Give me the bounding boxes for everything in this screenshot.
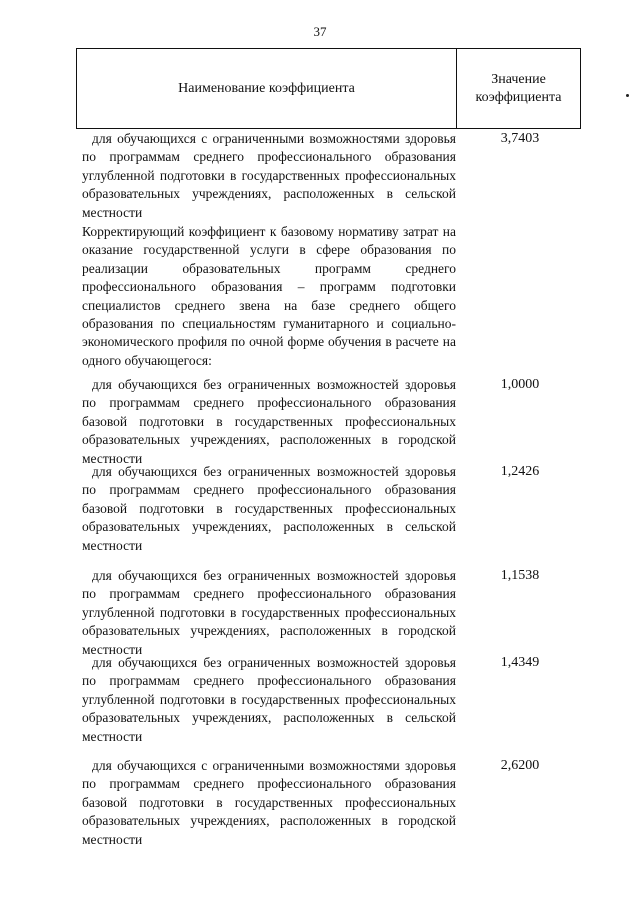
table-row-text: для обучающихся с ограниченными возможностями здоровья по программам среднего профессионального образования углубленной подготовки в государственных профессиональных образовательных учреждениях, расположенных в сельской местности xyxy=(82,131,456,220)
table-row-value: 1,2426 xyxy=(500,464,540,479)
header-coefficient-value: Значение коэффициента xyxy=(475,71,562,105)
table-row-text: для обучающихся без ограниченных возможностей здоровья по программам среднего профессионального образования базовой подготовки в государственных профессиональных образовательных учреждениях, расположенных в городской местности xyxy=(82,377,456,466)
stray-mark xyxy=(626,94,629,97)
page-number: 37 xyxy=(313,24,327,39)
table-row-text: для обучающихся без ограниченных возможностей здоровья по программам среднего профессионального образования углубленной подготовки в государственных профессиональных образовательных учреждениях, расположенных в сельской местности xyxy=(82,655,456,744)
table-row-text: для обучающихся без ограниченных возможностей здоровья по программам среднего профессионального образования углубленной подготовки в государственных профессиональных образовательных учреждениях, расположенных в городской местности xyxy=(82,568,456,657)
table-row-text: для обучающихся без ограниченных возможностей здоровья по программам среднего профессионального образования базовой подготовки в государственных профессиональных образовательных учреждениях, расположенных в сельской местности xyxy=(82,464,456,553)
table-header xyxy=(76,48,581,129)
table-row-value: 2,6200 xyxy=(500,758,540,773)
table-row-value: 1,0000 xyxy=(500,377,540,392)
header-coefficient-name: Наименование коэффициента xyxy=(77,49,457,128)
table-row-text: для обучающихся с ограниченными возможностями здоровья по программам среднего профессионального образования базовой подготовки в государственных профессиональных образовательных учреждениях, расположенных в городской местности xyxy=(82,758,456,847)
table-row-value: 3,7403 xyxy=(500,131,540,146)
section-intro-text: Корректирующий коэффициент к базовому нормативу затрат на оказание государственной услуги в сфере образования по реализации образовательных программ среднего профессионального образования – программ подготовки специалистов среднего звена на базе среднего общего образования по специальностям гуманитарного и социально-экономического профиля по очной форме обучения в расчете на одного обучающегося: xyxy=(82,224,456,368)
table-row-value: 1,1538 xyxy=(500,568,540,583)
table-row-value: 1,4349 xyxy=(500,655,540,670)
